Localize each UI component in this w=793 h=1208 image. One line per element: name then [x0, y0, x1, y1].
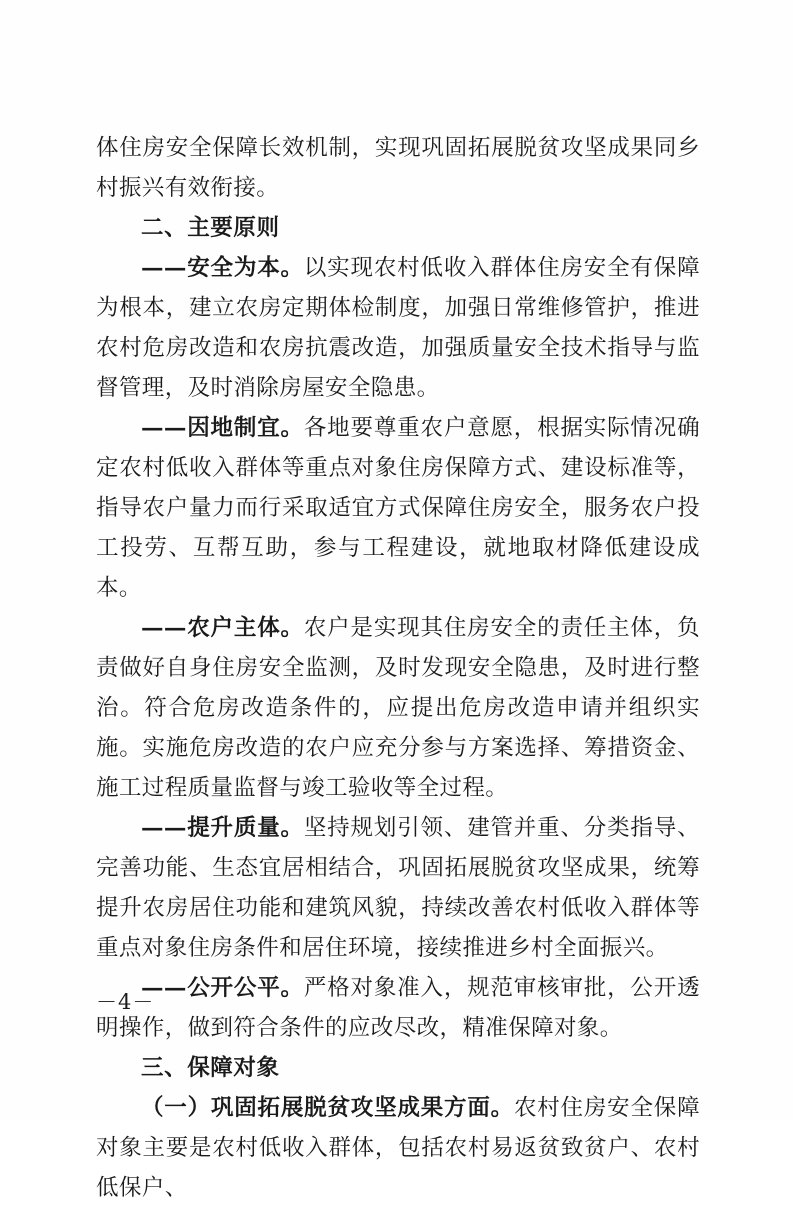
paragraph-lead-farmer-subject: ——农户主体。 — [141, 615, 304, 641]
paragraph-lead-openness-fairness: ——公开公平。 — [141, 975, 304, 1001]
paragraph-farmer-subject — [96, 608, 700, 808]
paragraph-text-safety-first: 以实现农村低收入群体住房安全有保障为根本，建立农房定期体检制度，加强日常维修管护，推进农村危房改造和农房抗震改造，加强质量安全技术指导与监督管理，及时消除房屋安全隐患。 — [96, 255, 700, 401]
paragraph-text-poverty-results: 农村住房安全保障对象主要是农村低收入群体，包括农村易返贫致贫户、农村低保户、 — [96, 1095, 700, 1201]
paragraph-lead-poverty-results: （一）巩固拓展脱贫攻坚成果方面。 — [141, 1095, 514, 1121]
paragraph-quality-improvement — [96, 808, 700, 968]
paragraph-local-conditions — [96, 408, 700, 608]
paragraph-openness-fairness — [96, 968, 700, 1048]
paragraph-poverty-results — [96, 1088, 700, 1208]
paragraph-text-local-conditions: 各地要尊重农户意愿，根据实际情况确定农村低收入群体等重点对象住房保障方式、建设标准等，指导农户量力而行采取适宜方式保障住房安全，服务农户投工投劳、互帮互助，参与工程建设，就地取材降低建设成本。 — [96, 415, 700, 601]
paragraph-safety-first — [96, 248, 700, 408]
paragraph-text-openness-fairness: 严格对象准入，规范审核审批，公开透明操作，做到符合条件的应改尽改，精准保障对象。 — [96, 975, 700, 1041]
section-heading-coverage: 三、保障对象 — [141, 1055, 280, 1081]
section-heading-principles: 二、主要原则 — [141, 215, 280, 241]
paragraph-lead-local-conditions: ——因地制宜。 — [141, 415, 304, 441]
document-body — [96, 128, 700, 1208]
page-number: －4－ — [96, 990, 155, 1014]
paragraph-lead-safety-first: ——安全为本。 — [141, 255, 304, 281]
paragraph-continuation: 体住房安全保障长效机制，实现巩固拓展脱贫攻坚成果同乡村振兴有效衔接。 — [96, 135, 700, 201]
paragraph-text-quality-improvement: 坚持规划引领、建管并重、分类指导、完善功能、生态宜居相结合，巩固拓展脱贫攻坚成果，统筹提升农房居住功能和建筑风貌，持续改善农村低收入群体等重点对象住房条件和居住环境，接续推进乡村全面振兴。 — [96, 815, 700, 961]
paragraph-text-farmer-subject: 农户是实现其住房安全的责任主体，负责做好自身住房安全监测，及时发现安全隐患，及时进行整治。符合危房改造条件的，应提出危房改造申请并组织实施。实施危房改造的农户应充分参与方案选择、筹措资金、施工过程质量监督与竣工验收等全过程。 — [96, 615, 700, 801]
paragraph-lead-quality-improvement: ——提升质量。 — [141, 815, 304, 841]
